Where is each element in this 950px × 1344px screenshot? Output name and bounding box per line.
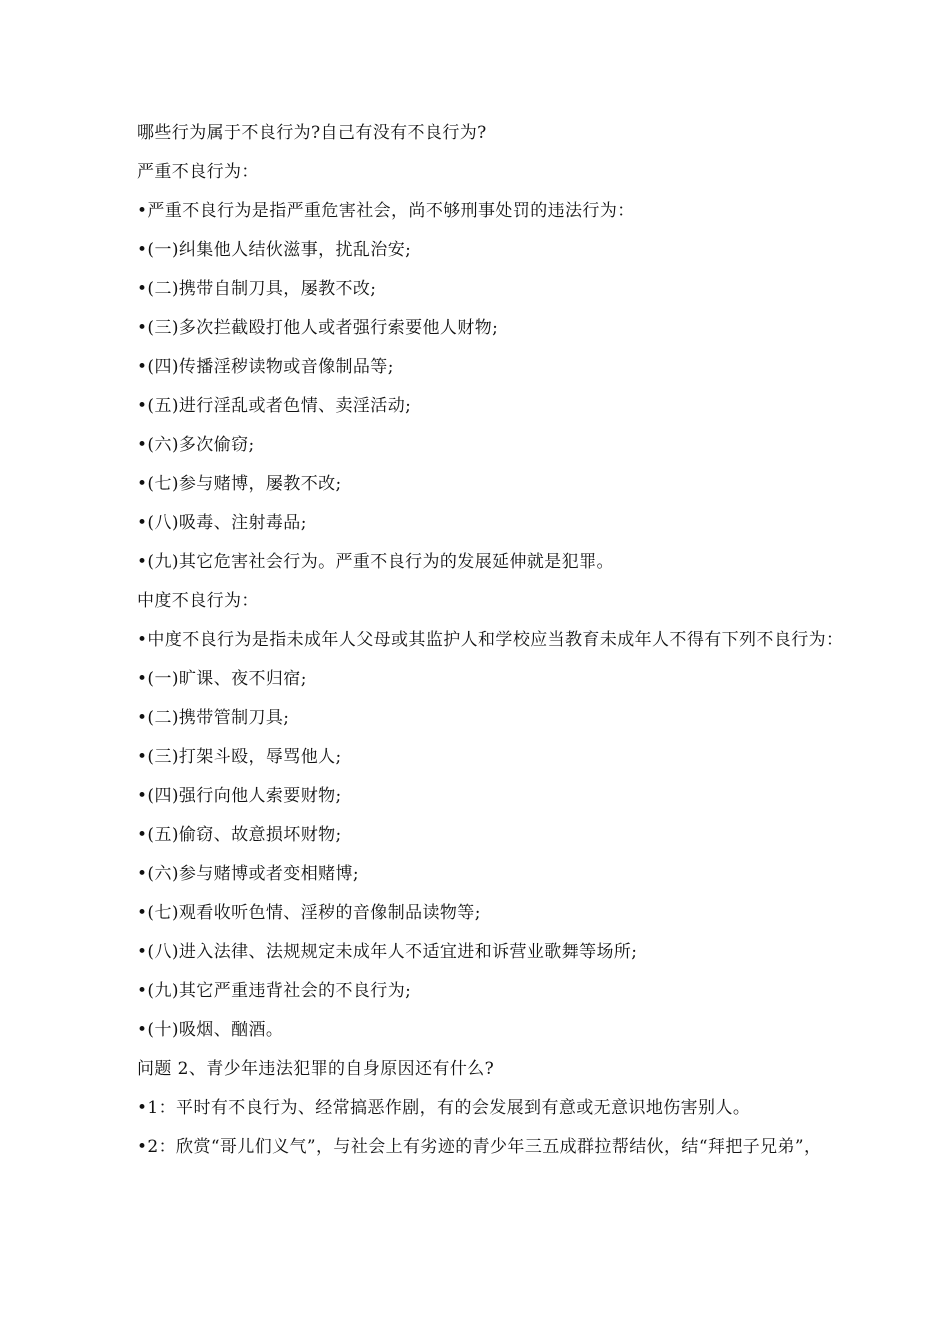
moderate-definition: •中度不良行为是指未成年人父母或其监护人和学校应当教育未成年人不得有下列不良行为： xyxy=(137,630,844,650)
section-heading-serious: 严重不良行为： xyxy=(137,162,259,182)
serious-item-2: •(二)携带自制刀具，屡教不改; xyxy=(137,279,377,299)
serious-item-3: •(三)多次拦截殴打他人或者强行索要他人财物; xyxy=(137,318,499,338)
serious-item-5: •(五)进行淫乱或者色情、卖淫活动; xyxy=(137,396,412,416)
moderate-item-8: •(八)进入法律、法规规定未成年人不适宜进和诉营业歌舞等场所; xyxy=(137,942,638,962)
section-heading-moderate: 中度不良行为： xyxy=(137,591,259,611)
moderate-item-10: •(十)吸烟、酗酒。 xyxy=(137,1020,284,1040)
serious-item-1: •(一)纠集他人结伙滋事，扰乱治安; xyxy=(137,240,412,260)
serious-item-7: •(七)参与赌博，屡教不改; xyxy=(137,474,342,494)
moderate-item-7: •(七)观看收听色情、淫秽的音像制品读物等; xyxy=(137,903,481,923)
question-2-heading: 问题 2、青少年违法犯罪的自身原因还有什么? xyxy=(137,1059,495,1079)
serious-item-6: •(六)多次偷窃; xyxy=(137,435,255,455)
question-heading: 哪些行为属于不良行为?自己有没有不良行为? xyxy=(137,123,487,143)
moderate-item-1: •(一)旷课、夜不归宿; xyxy=(137,669,307,689)
moderate-item-4: •(四)强行向他人索要财物; xyxy=(137,786,342,806)
moderate-item-5: •(五)偷窃、故意损坏财物; xyxy=(137,825,342,845)
moderate-item-6: •(六)参与赌博或者变相赌博; xyxy=(137,864,360,884)
serious-item-9: •(九)其它危害社会行为。严重不良行为的发展延伸就是犯罪。 xyxy=(137,552,614,572)
serious-item-4: •(四)传播淫秽读物或音像制品等; xyxy=(137,357,394,377)
moderate-item-3: •(三)打架斗殴，辱骂他人; xyxy=(137,747,342,767)
moderate-item-9: •(九)其它严重违背社会的不良行为; xyxy=(137,981,412,1001)
moderate-item-2: •(二)携带管制刀具; xyxy=(137,708,290,728)
cause-item-2: •2：欣赏“哥儿们义气”，与社会上有劣迹的青少年三五成群拉帮结伙，结“拜把子兄弟”， xyxy=(137,1137,822,1157)
cause-item-1: •1：平时有不良行为、经常搞恶作剧，有的会发展到有意或无意识地伤害别人。 xyxy=(137,1098,751,1118)
document-body xyxy=(137,114,887,1167)
serious-item-8: •(八)吸毒、注射毒品; xyxy=(137,513,307,533)
serious-definition: •严重不良行为是指严重危害社会，尚不够刑事处罚的违法行为： xyxy=(137,201,635,221)
